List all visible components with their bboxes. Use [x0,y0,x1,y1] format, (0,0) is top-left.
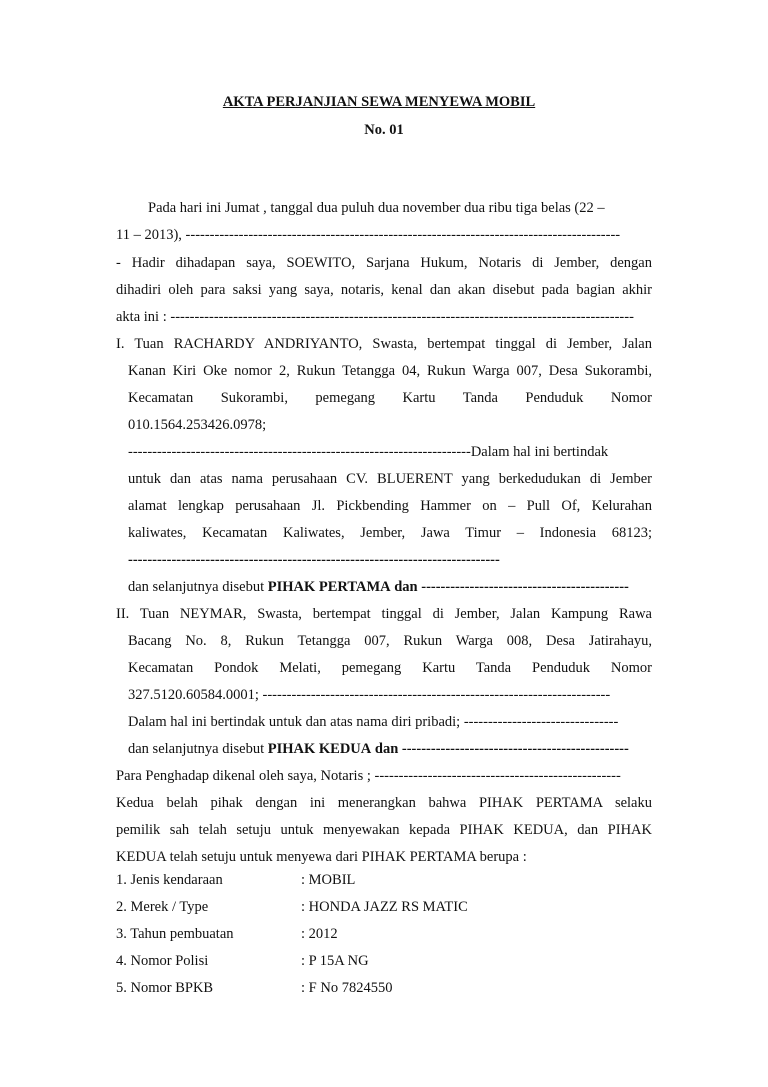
document-number: No. 01 [364,122,404,138]
party-two-designation: dan selanjutnya disebut PIHAK KEDUA dan ----------------------------------------------- [128,741,629,757]
paragraph-line: dihadiri oleh para saksi yang saya, notaris, kenal dan akan disebut pada bagian akhir [116,282,652,298]
party-two-id: 327.5120.60584.0001; ------------------------------------------------------------------------ [128,687,611,703]
item-label: 5. Nomor BPKB [116,980,214,996]
pihak-pertama-label: PIHAK PERTAMA [267,579,391,595]
party-one-id: 010.1564.253426.0978; [128,417,267,433]
party-one-line: Kanan Kiri Oke nomor 2, Rukun Tetangga 04, Rukun Warga 007, Desa Sukorambi, [128,363,652,379]
party-one-line: I. Tuan RACHARDY ANDRIYANTO, Swasta, bertempat tinggal di Jember, Jalan [116,336,652,352]
item-label: 4. Nomor Polisi [116,953,209,969]
item-label: 2. Merek / Type [116,899,209,915]
item-label: 1. Jenis kendaraan [116,872,223,888]
item-value: : HONDA JAZZ RS MATIC [301,899,468,915]
paragraph-line: - Hadir dihadapan saya, SOEWITO, Sarjana Hukum, Notaris di Jember, dengan [116,255,652,271]
dash-line: ----------------------------------------------------------------------------- [128,552,500,568]
paragraph-line: Kedua belah pihak dengan ini menerangkan bahwa PIHAK PERTAMA selaku [116,795,652,811]
item-value: : F No 7824550 [301,980,393,996]
item-value: : P 15A NG [301,953,369,969]
party-one-line: Kecamatan Sukorambi, pemegang Kartu Tanda Penduduk Nomor [128,390,652,406]
paragraph-line: Para Penghadap dikenal oleh saya, Notaris ; --------------------------------------------------- [116,768,621,784]
pihak-kedua-label: PIHAK KEDUA [267,741,372,757]
paragraph-line: akta ini : ------------------------------------------------------------------------------------------------ [116,309,634,325]
party-one-designation: dan selanjutnya disebut PIHAK PERTAMA dan ------------------------------------------- [128,579,629,595]
paragraph-line: KEDUA telah setuju untuk menyewa dari PIHAK PERTAMA berupa : [116,849,527,865]
paragraph-line: pemilik sah telah setuju untuk menyewakan kepada PIHAK KEDUA, dan PIHAK [116,822,652,838]
item-value: : MOBIL [301,872,356,888]
party-one-line: -----------------------------------------------------------------------Dalam hal ini bertindak [128,444,609,460]
item-label: 3. Tahun pembuatan [116,926,234,942]
party-two-line: Dalam hal ini bertindak untuk dan atas nama diri pribadi; -------------------------------- [128,714,619,730]
document-title: AKTA PERJANJIAN SEWA MENYEWA MOBIL [222,94,536,110]
party-two-line: II. Tuan NEYMAR, Swasta, bertempat tinggal di Jember, Jalan Kampung Rawa [116,606,652,622]
party-one-line: alamat lengkap perusahaan Jl. Pickbending Hammer on – Pull Of, Kelurahan [128,498,652,514]
party-one-line: kaliwates, Kecamatan Kaliwates, Jember, Jawa Timur – Indonesia 68123; [128,525,652,541]
paragraph-line: 11 – 2013), ------------------------------------------------------------------------------------------ [116,227,621,243]
party-one-line: untuk dan atas nama perusahaan CV. BLUERENT yang berkedudukan di Jember [128,471,652,487]
item-value: : 2012 [301,926,338,942]
party-two-line: Bacang No. 8, Rukun Tetangga 007, Rukun Warga 008, Desa Jatirahayu, [128,633,652,649]
party-two-line: Kecamatan Pondok Melati, pemegang Kartu Tanda Penduduk Nomor [128,660,652,676]
paragraph-line: Pada hari ini Jumat , tanggal dua puluh dua november dua ribu tiga belas (22 – [148,200,605,216]
